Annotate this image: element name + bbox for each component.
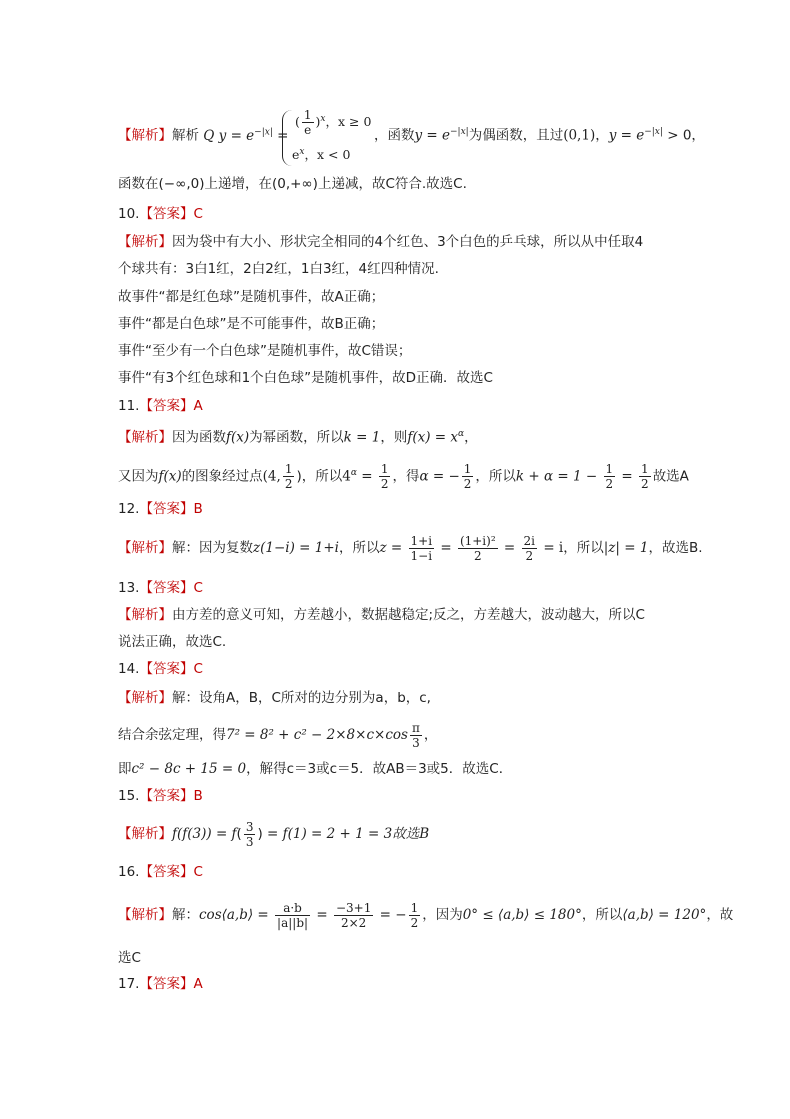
q13-line-1: 【解析】由方差的意义可知，方差越小，数据越稳定;反之，方差越大，波动越大，所以C xyxy=(118,607,645,623)
q11-line-2: 又因为f(x)的图象经过点(4, $\frac{1}{2}$ )，所以$4^\alpha$ = $\frac{1}{2}$ ，得α = − $\frac{1}{2}$ ，所以k + α = 1 − $\frac{1}{2}$ = $\frac{1}{2}$ 故选A xyxy=(118,462,689,491)
q14-line-3: 即c² − 8c + 15 = 0，解得c＝3或c＝5．故AB＝3或5．故选C． xyxy=(118,761,513,777)
q12-line-1: 【解析】解：因为复数z(1−i) = 1+i，所以z = $\frac{1+i}{1-i}$ = $\frac{\text{(1+i)²}}{2}$ = $\frac{2i}{2}$ = i，所以|z| = 1，故选B. xyxy=(118,533,703,563)
analysis-tag: 【解析】 xyxy=(118,127,172,144)
q17-answer: 17.【答案】A xyxy=(118,976,203,992)
q9-line-2: 函数在(−∞,0)上递增，在(0,+∞)上递减，故C符合.故选C. xyxy=(118,176,467,192)
q10-line-2: 个球共有：3白1红，2白2红，1白3红，4红四种情况. xyxy=(118,261,439,277)
q12-answer: 12.【答案】B xyxy=(118,501,203,517)
q10-line-6: 事件“有3个红色球和1个白色球”是随机事件，故D正确．故选C xyxy=(118,370,493,386)
q9-case-1: ( $\frac{1}{e}$ )$^x$，x ≥ 0 xyxy=(295,108,372,137)
q10-line-1: 【解析】因为袋中有大小、形状完全相同的4个红色、3个白色的乒乓球，所以从中任取4 xyxy=(118,234,644,250)
q10-line-4: 事件“都是白色球”是不可能事件，故B正确； xyxy=(118,316,385,332)
q16-line-2: 选C xyxy=(118,950,141,966)
q15-answer: 15.【答案】B xyxy=(118,788,203,804)
q16-answer: 16.【答案】C xyxy=(118,864,203,880)
q9-case-2: $e^x$，x < 0 xyxy=(292,146,351,162)
q14-answer: 14.【答案】C xyxy=(118,661,203,677)
q9-formula: Q $y = e^{-|x|}$ = xyxy=(203,127,289,144)
q15-line-1: 【解析】f(f(3)) = f( $\frac{3}{3}$ ) = f(1) = 2 + 1 = 3故选B xyxy=(118,819,430,849)
q10-answer: 10.【答案】C xyxy=(118,206,203,222)
q9-line-1 xyxy=(118,122,288,146)
q9-lead: 解析 xyxy=(172,127,199,144)
q10-line-3: 故事件“都是红色球”是随机事件，故A正确； xyxy=(118,289,385,305)
q16-line-1: 【解析】解：cos⟨a,b⟩ = $\frac{a\cdot b}{|a||b|}$ = $\frac{-3+1}{2\times 2}$ = − $\frac{1}{2}$ ，因为0° ≤ ⟨a,b⟩ ≤ 180°，所以⟨a,b⟩ = 120°，故 xyxy=(118,900,734,930)
q11-line-1: 【解析】因为函数f(x)为幂函数，所以k = 1，则$f(x) = x^\alpha$， xyxy=(118,429,478,446)
q14-line-2: 结合余弦定理，得7² = 8² + c² − 2×8×c×cos $\frac{\pi}{3}$ ， xyxy=(118,720,438,750)
q10-line-5: 事件“至少有一个白色球”是随机事件，故C错误； xyxy=(118,343,412,359)
q9-line-1-cont: ，函数$y = e^{-|x|}$为偶函数，且过(0,1)，$y = e^{-|x|} > 0$， xyxy=(374,127,705,144)
q11-answer: 11.【答案】A xyxy=(118,398,203,414)
q13-answer: 13.【答案】C xyxy=(118,580,203,596)
q13-line-2: 说法正确，故选C. xyxy=(118,634,227,650)
q14-line-1: 【解析】解：设角A，B，C所对的边分别为a，b，c, xyxy=(118,690,431,706)
